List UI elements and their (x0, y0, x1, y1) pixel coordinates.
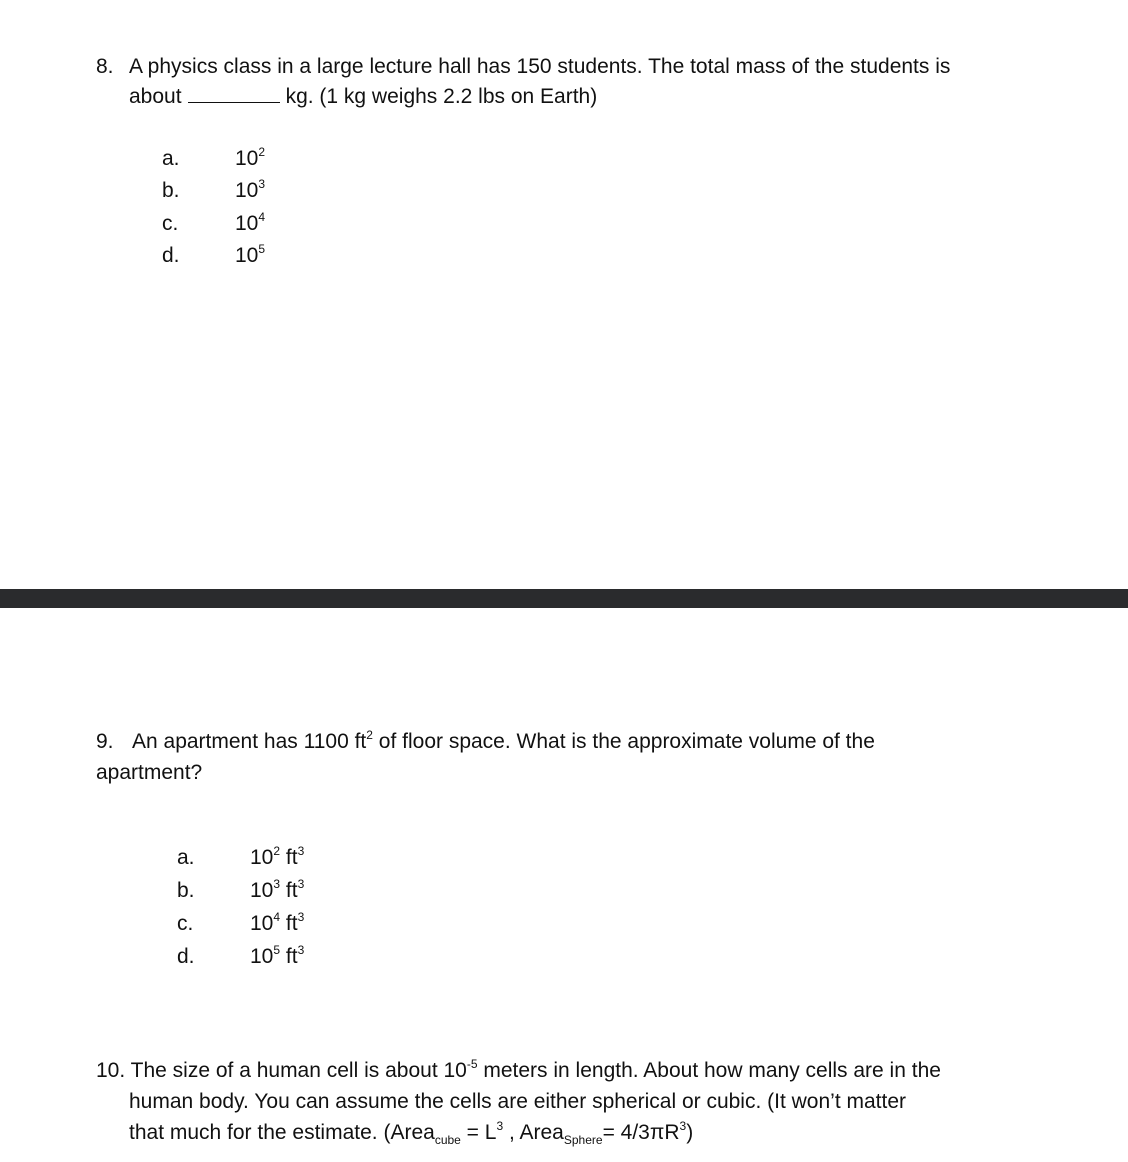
q10-line3-exp2: 3 (679, 1119, 687, 1133)
q9-number: 9. (96, 730, 114, 753)
q9-line1-before: An apartment has 1100 ft (132, 730, 367, 753)
q9-option-d-value (250, 944, 304, 970)
q9-option-a-letter: a. (177, 846, 195, 869)
q8-option-b-letter: b. (162, 179, 180, 202)
q9-option-b-unit: ft (285, 879, 298, 902)
answer-blank[interactable] (188, 84, 280, 103)
q9-option-d-letter: d. (177, 945, 195, 968)
q8-option-a-exp: 2 (258, 145, 266, 159)
q8-number: 8. (96, 55, 114, 78)
q10-line3-sub-sphere: Sphere (563, 1133, 603, 1147)
q8-line2-before: about (129, 85, 182, 108)
q8-option-c-base: 10 (235, 212, 259, 235)
q8-option-c-exp: 4 (258, 210, 266, 224)
q9-option-c-unit-exp: 3 (297, 910, 305, 924)
q10-line1-before: 10. The size of a human cell is about 10 (96, 1059, 467, 1082)
q9-option-b-value (250, 878, 304, 904)
q8-option-b-value (235, 178, 265, 204)
q10-line3-b: = L (460, 1121, 497, 1144)
q9-option-b-base: 10 (250, 879, 274, 902)
q10-line3 (129, 1120, 693, 1146)
q8-option-c-value (235, 211, 265, 237)
q9-option-b-letter: b. (177, 879, 195, 902)
q9-option-a-value (250, 845, 304, 871)
q9-option-d-unit: ft (285, 945, 298, 968)
q8-line1: A physics class in a large lecture hall has 150 students. The total mass of the students is (129, 55, 951, 78)
q8-option-a-letter: a. (162, 147, 180, 170)
q9-option-a-unit: ft (285, 846, 298, 869)
q8-option-b-exp: 3 (258, 177, 266, 191)
q8-option-b-base: 10 (235, 179, 259, 202)
q8-option-a-base: 10 (235, 147, 259, 170)
q9-option-b-unit-exp: 3 (297, 877, 305, 891)
q8-option-a-value (235, 146, 265, 172)
q9-option-c-exp: 4 (273, 910, 281, 924)
q9-option-d-base: 10 (250, 945, 274, 968)
q8-line2-after: kg. (1 kg weighs 2.2 lbs on Earth) (285, 85, 598, 108)
q8-option-d-base: 10 (235, 244, 259, 267)
q8-option-d-value (235, 243, 265, 269)
q9-option-c-unit: ft (285, 912, 298, 935)
q10-line3-e: ) (686, 1121, 694, 1144)
q9-line1 (132, 729, 875, 755)
q8-option-c-letter: c. (162, 212, 179, 235)
q10-line1-after: meters in length. About how many cells are in the (477, 1059, 941, 1082)
q10-line3-exp1: 3 (496, 1119, 504, 1133)
q10-line1 (96, 1058, 941, 1084)
q10-line3-a: that much for the estimate. (Area (129, 1121, 435, 1144)
q10-line3-c: , Area (503, 1121, 564, 1144)
q10-line3-sub-cube: cube (434, 1133, 461, 1147)
q9-option-c-base: 10 (250, 912, 274, 935)
q9-line1-exp: 2 (366, 728, 373, 742)
q9-option-a-exp: 2 (273, 844, 281, 858)
q9-option-a-base: 10 (250, 846, 274, 869)
q10-line2: human body. You can assume the cells are either spherical or cubic. (It won’t matter (129, 1090, 907, 1113)
q9-option-c-value (250, 911, 304, 937)
q9-option-d-exp: 5 (273, 943, 281, 957)
q9-option-d-unit-exp: 3 (297, 943, 305, 957)
q10-line1-exp: -5 (466, 1057, 478, 1071)
page-divider (0, 589, 1128, 608)
q9-option-c-letter: c. (177, 912, 194, 935)
q8-line2 (129, 84, 597, 110)
q8-option-d-exp: 5 (258, 242, 266, 256)
q8-option-d-letter: d. (162, 244, 180, 267)
q9-line1-after: of floor space. What is the approximate volume of the (372, 730, 875, 753)
q9-option-b-exp: 3 (273, 877, 281, 891)
q9-option-a-unit-exp: 3 (297, 844, 305, 858)
q9-line2: apartment? (96, 761, 203, 784)
q10-line3-d: = 4/3πR (602, 1121, 680, 1144)
